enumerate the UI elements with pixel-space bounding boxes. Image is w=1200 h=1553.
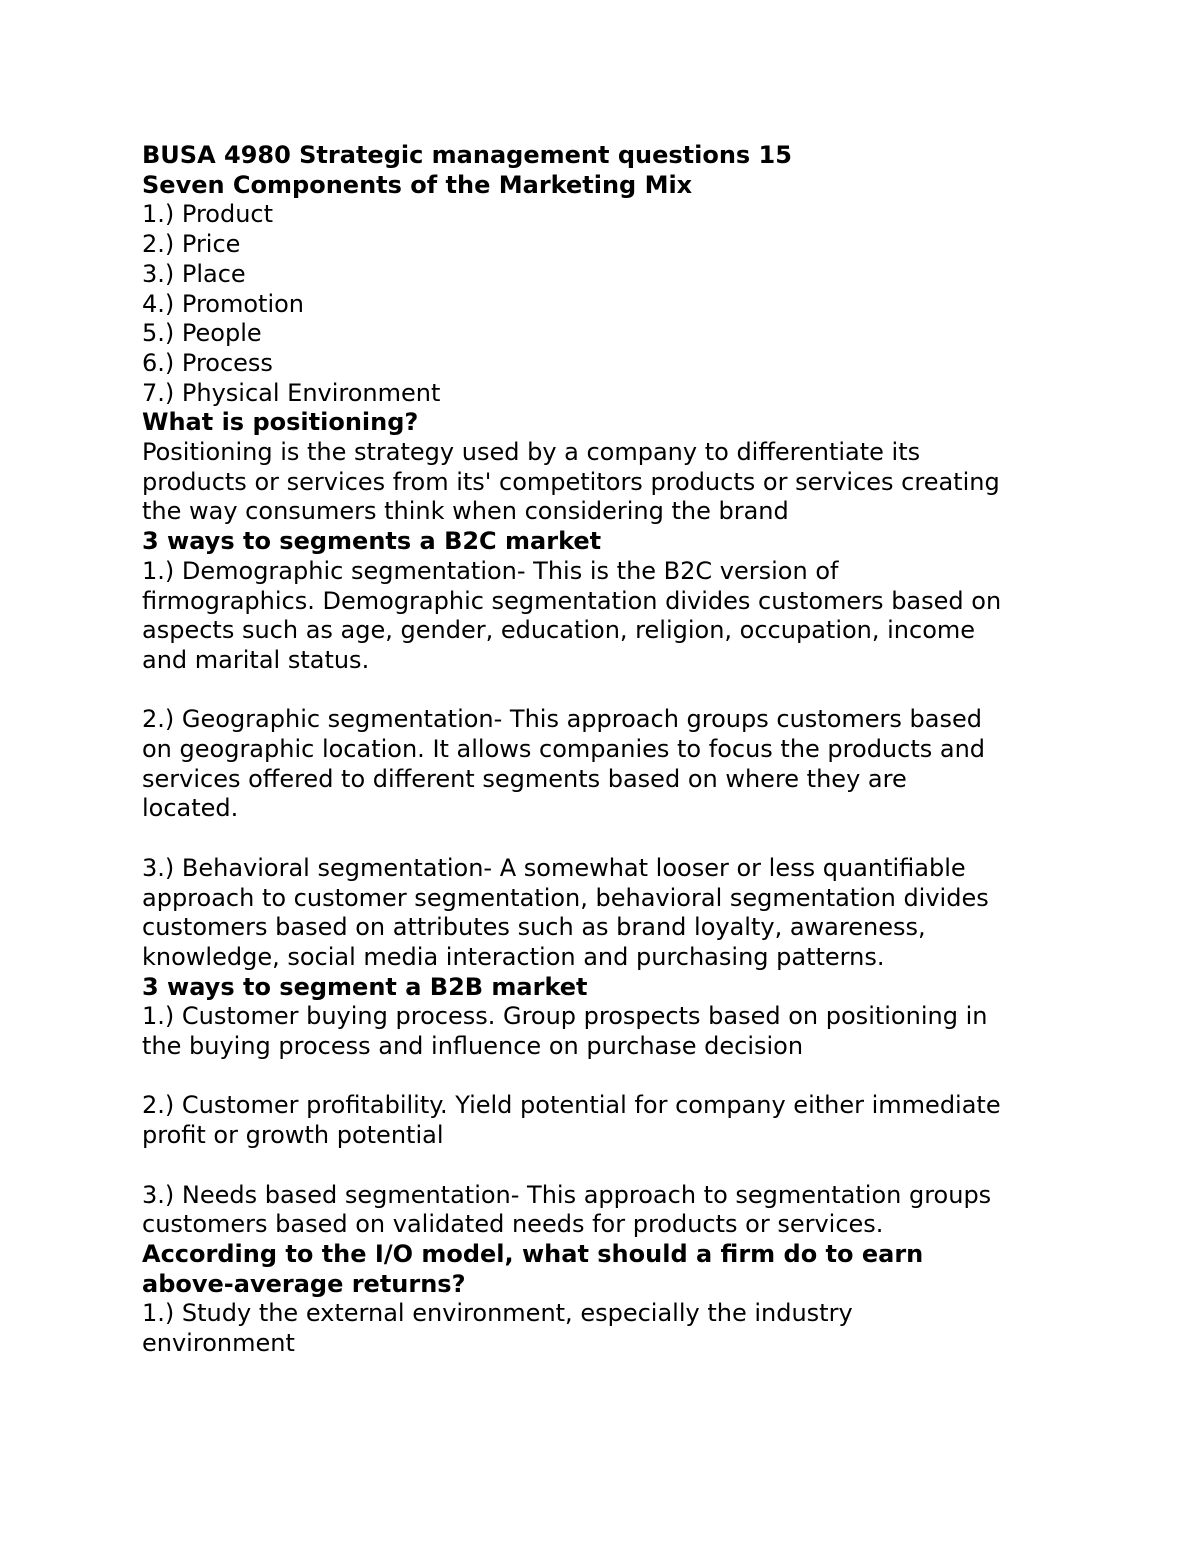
- b2b-item-line: 3.) Needs based segmentation- This approach to segmentation groups: [142, 1180, 992, 1209]
- io-model-heading: above-average returns?: [142, 1269, 466, 1298]
- marketing-mix-item: 3.) Place: [142, 259, 246, 288]
- io-model-item-line: environment: [142, 1329, 295, 1358]
- io-model-heading: According to the I/O model, what should a firm do to earn: [142, 1239, 924, 1268]
- io-model-item-line: 1.) Study the external environment, especially the industry: [142, 1299, 853, 1328]
- b2b-heading: 3 ways to segment a B2B market: [142, 972, 588, 1001]
- b2c-item-line: 2.) Geographic segmentation- This approach groups customers based: [142, 705, 982, 734]
- b2b-item-line: customers based on validated needs for products or services.: [142, 1210, 884, 1239]
- b2c-item-line: firmographics. Demographic segmentation divides customers based on: [142, 586, 1002, 615]
- b2b-item-line: 1.) Customer buying process. Group prospects based on positioning in: [142, 1002, 988, 1031]
- b2c-item-line: knowledge, social media interaction and purchasing patterns.: [142, 942, 885, 971]
- positioning-text-line: products or services from its' competitors products or services creating: [142, 467, 1000, 496]
- b2c-item-line: on geographic location. It allows companies to focus the products and: [142, 735, 986, 764]
- b2c-item-line: customers based on attributes such as brand loyalty, awareness,: [142, 913, 926, 942]
- b2c-item-line: and marital status.: [142, 645, 370, 674]
- marketing-mix-item: 6.) Process: [142, 348, 273, 377]
- b2b-item-line: the buying process and influence on purchase decision: [142, 1032, 804, 1061]
- positioning-text-line: Positioning is the strategy used by a company to differentiate its: [142, 438, 921, 467]
- marketing-mix-item: 7.) Physical Environment: [142, 378, 441, 407]
- positioning-heading: What is positioning?: [142, 408, 419, 437]
- b2c-item-line: services offered to different segments based on where they are: [142, 764, 907, 793]
- b2c-item-line: 3.) Behavioral segmentation- A somewhat looser or less quantifiable: [142, 853, 966, 882]
- b2c-item-line: aspects such as age, gender, education, religion, occupation, income: [142, 616, 976, 645]
- b2c-item-line: 1.) Demographic segmentation- This is the B2C version of: [142, 556, 839, 585]
- b2c-item-line: approach to customer segmentation, behavioral segmentation divides: [142, 883, 989, 912]
- marketing-mix-item: 1.) Product: [142, 200, 274, 229]
- marketing-mix-heading: Seven Components of the Marketing Mix: [142, 170, 693, 199]
- b2b-item-line: 2.) Customer profitability. Yield potential for company either immediate: [142, 1091, 1001, 1120]
- b2c-item-line: located.: [142, 794, 239, 823]
- paragraph-spacer: [142, 824, 1072, 854]
- paragraph-spacer: [142, 676, 1072, 706]
- document-body: [142, 141, 1072, 1359]
- paragraph-spacer: [142, 1151, 1072, 1181]
- paragraph-spacer: [142, 1062, 1072, 1092]
- b2c-heading: 3 ways to segments a B2C market: [142, 527, 602, 556]
- marketing-mix-item: 2.) Price: [142, 230, 241, 259]
- marketing-mix-item: 4.) Promotion: [142, 289, 304, 318]
- document-title: BUSA 4980 Strategic management questions 15: [142, 141, 792, 169]
- marketing-mix-item: 5.) People: [142, 319, 262, 348]
- b2b-item-line: profit or growth potential: [142, 1121, 444, 1150]
- positioning-text-line: the way consumers think when considering the brand: [142, 497, 789, 526]
